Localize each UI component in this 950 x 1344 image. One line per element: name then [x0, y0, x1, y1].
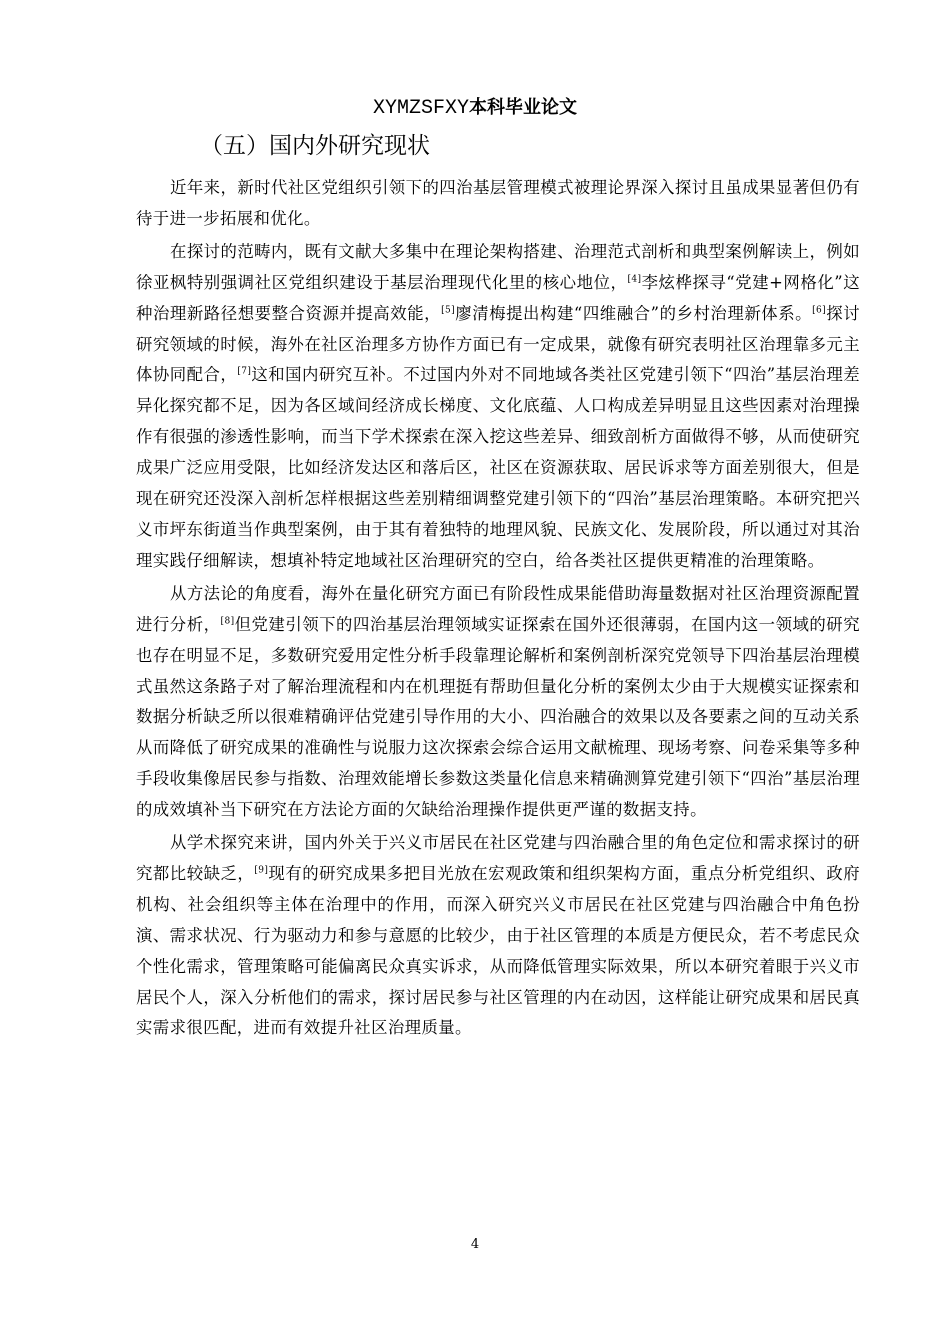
paragraph — [136, 828, 860, 1044]
citation-ref: [8] — [220, 616, 235, 627]
citation-ref: [5] — [441, 305, 456, 316]
paragraph-text: 探讨研究领域的时候，海外在社区治理多方协作方面已有一定成果，就像有研究表明社区治理靠多元主体协同配合， — [136, 303, 860, 385]
header-thesis-title: 本科毕业论文 — [469, 97, 577, 118]
paragraph-text: 李炫桦探寻“党建+网格化”这种治理新路径想要整合资源并提高效能， — [136, 272, 860, 323]
citation-ref: [9] — [254, 865, 269, 876]
document-header — [0, 92, 950, 123]
page-number: 4 — [470, 1237, 480, 1252]
paragraph — [136, 237, 860, 577]
paragraph-text: 在探讨的范畴内，既有文献大多集中在理论架构搭建、治理范式剖析和典型案例解读上，例如徐亚枫特别强调社区党组织建设于基层治理现代化里的核心地位， — [136, 241, 860, 292]
citation-ref: [4] — [627, 274, 642, 285]
citation-ref: [6] — [812, 305, 827, 316]
paragraph-text: 但党建引领下的四治基层治理领域实证探索在国外还很薄弱，在国内这一领域的研究也存在明显不足，多数研究爱用定性分析手段靠理论解析和案例剖析深究党领导下四治基层治理模式虽然这条路子对了解治理流程和内在机理挺有帮助但量化分析的案例太少由于大规模实证探索和数据分析缺乏所以很难精确评估党建引导作用的大小、四治融合的效果以及各要素之间的互动关系从而降低了研究成果的准确性与说服力这次探索会综合运用文献梳理、现场考察、问卷采集等多种手段收集像居民参与指数、治理效能增长参数这类量化信息来精确测算党建引领下“四治”基层治理的成效填补当下研究在方法论方面的欠缺给治理操作提供更严谨的数据支持。 — [136, 614, 860, 820]
section-title: （五）国内外研究现状 — [200, 133, 430, 159]
header-school-code: XYMZSFXY — [372, 97, 469, 120]
paragraph-text: 廖清梅提出构建“四维融合”的乡村治理新体系。 — [455, 303, 813, 323]
paragraph-text: 现有的研究成果多把目光放在宏观政策和组织架构方面，重点分析党组织、政府机构、社会组织等主体在治理中的作用，而深入研究兴义市居民在社区党建与四治融合中角色扮演、需求状况、行为驱动力和参与意愿的比较少，由于社区管理的本质是方便民众，若不考虑民众个性化需求，管理策略可能偏离民众真实诉求，从而降低管理实际效果，所以本研究着眼于兴义市居民个人，深入分析他们的需求，探讨居民参与社区管理的内在动因，这样能让研究成果和居民真实需求很匹配，进而有效提升社区治理质量。 — [136, 863, 860, 1038]
paragraph-text: 从方法论的角度看，海外在量化研究方面已有阶段性成果能借助海量数据对社区治理资源配置进行分析， — [136, 583, 860, 634]
paragraph — [136, 173, 860, 235]
paragraph-text: 这和国内研究互补。不过国内外对不同地域各类社区党建引领下“四治”基层治理差异化探究都不足，因为各区域间经济成长梯度、文化底蕴、人口构成差异明显且这些因素对治理操作有很强的渗透性影响，而当下学术探索在深入挖这些差异、细致剖析方面做得不够，从而使研究成果广泛应用受限，比如经济发达区和落后区，社区在资源获取、居民诉求等方面差别很大，但是现在研究还没深入剖析怎样根据这些差别精细调整党建引领下的“四治”基层治理策略。本研究把兴义市坪东街道当作典型案例，由于其有着独特的地理风貌、民族文化、发展阶段，所以通过对其治理实践仔细解读，想填补特定地域社区治理研究的空白，给各类社区提供更精准的治理策略。 — [136, 365, 860, 570]
paragraph — [136, 579, 860, 826]
paragraph-text: 近年来，新时代社区党组织引领下的四治基层管理模式被理论界深入探讨且虽成果显著但仍有待于进一步拓展和优化。 — [136, 178, 860, 228]
citation-ref: [7] — [237, 366, 252, 377]
body-text — [136, 173, 860, 1046]
paragraph-text: 从学术探究来讲，国内外关于兴义市居民在社区党建与四治融合里的角色定位和需求探讨的研究都比较缺乏， — [136, 833, 860, 883]
